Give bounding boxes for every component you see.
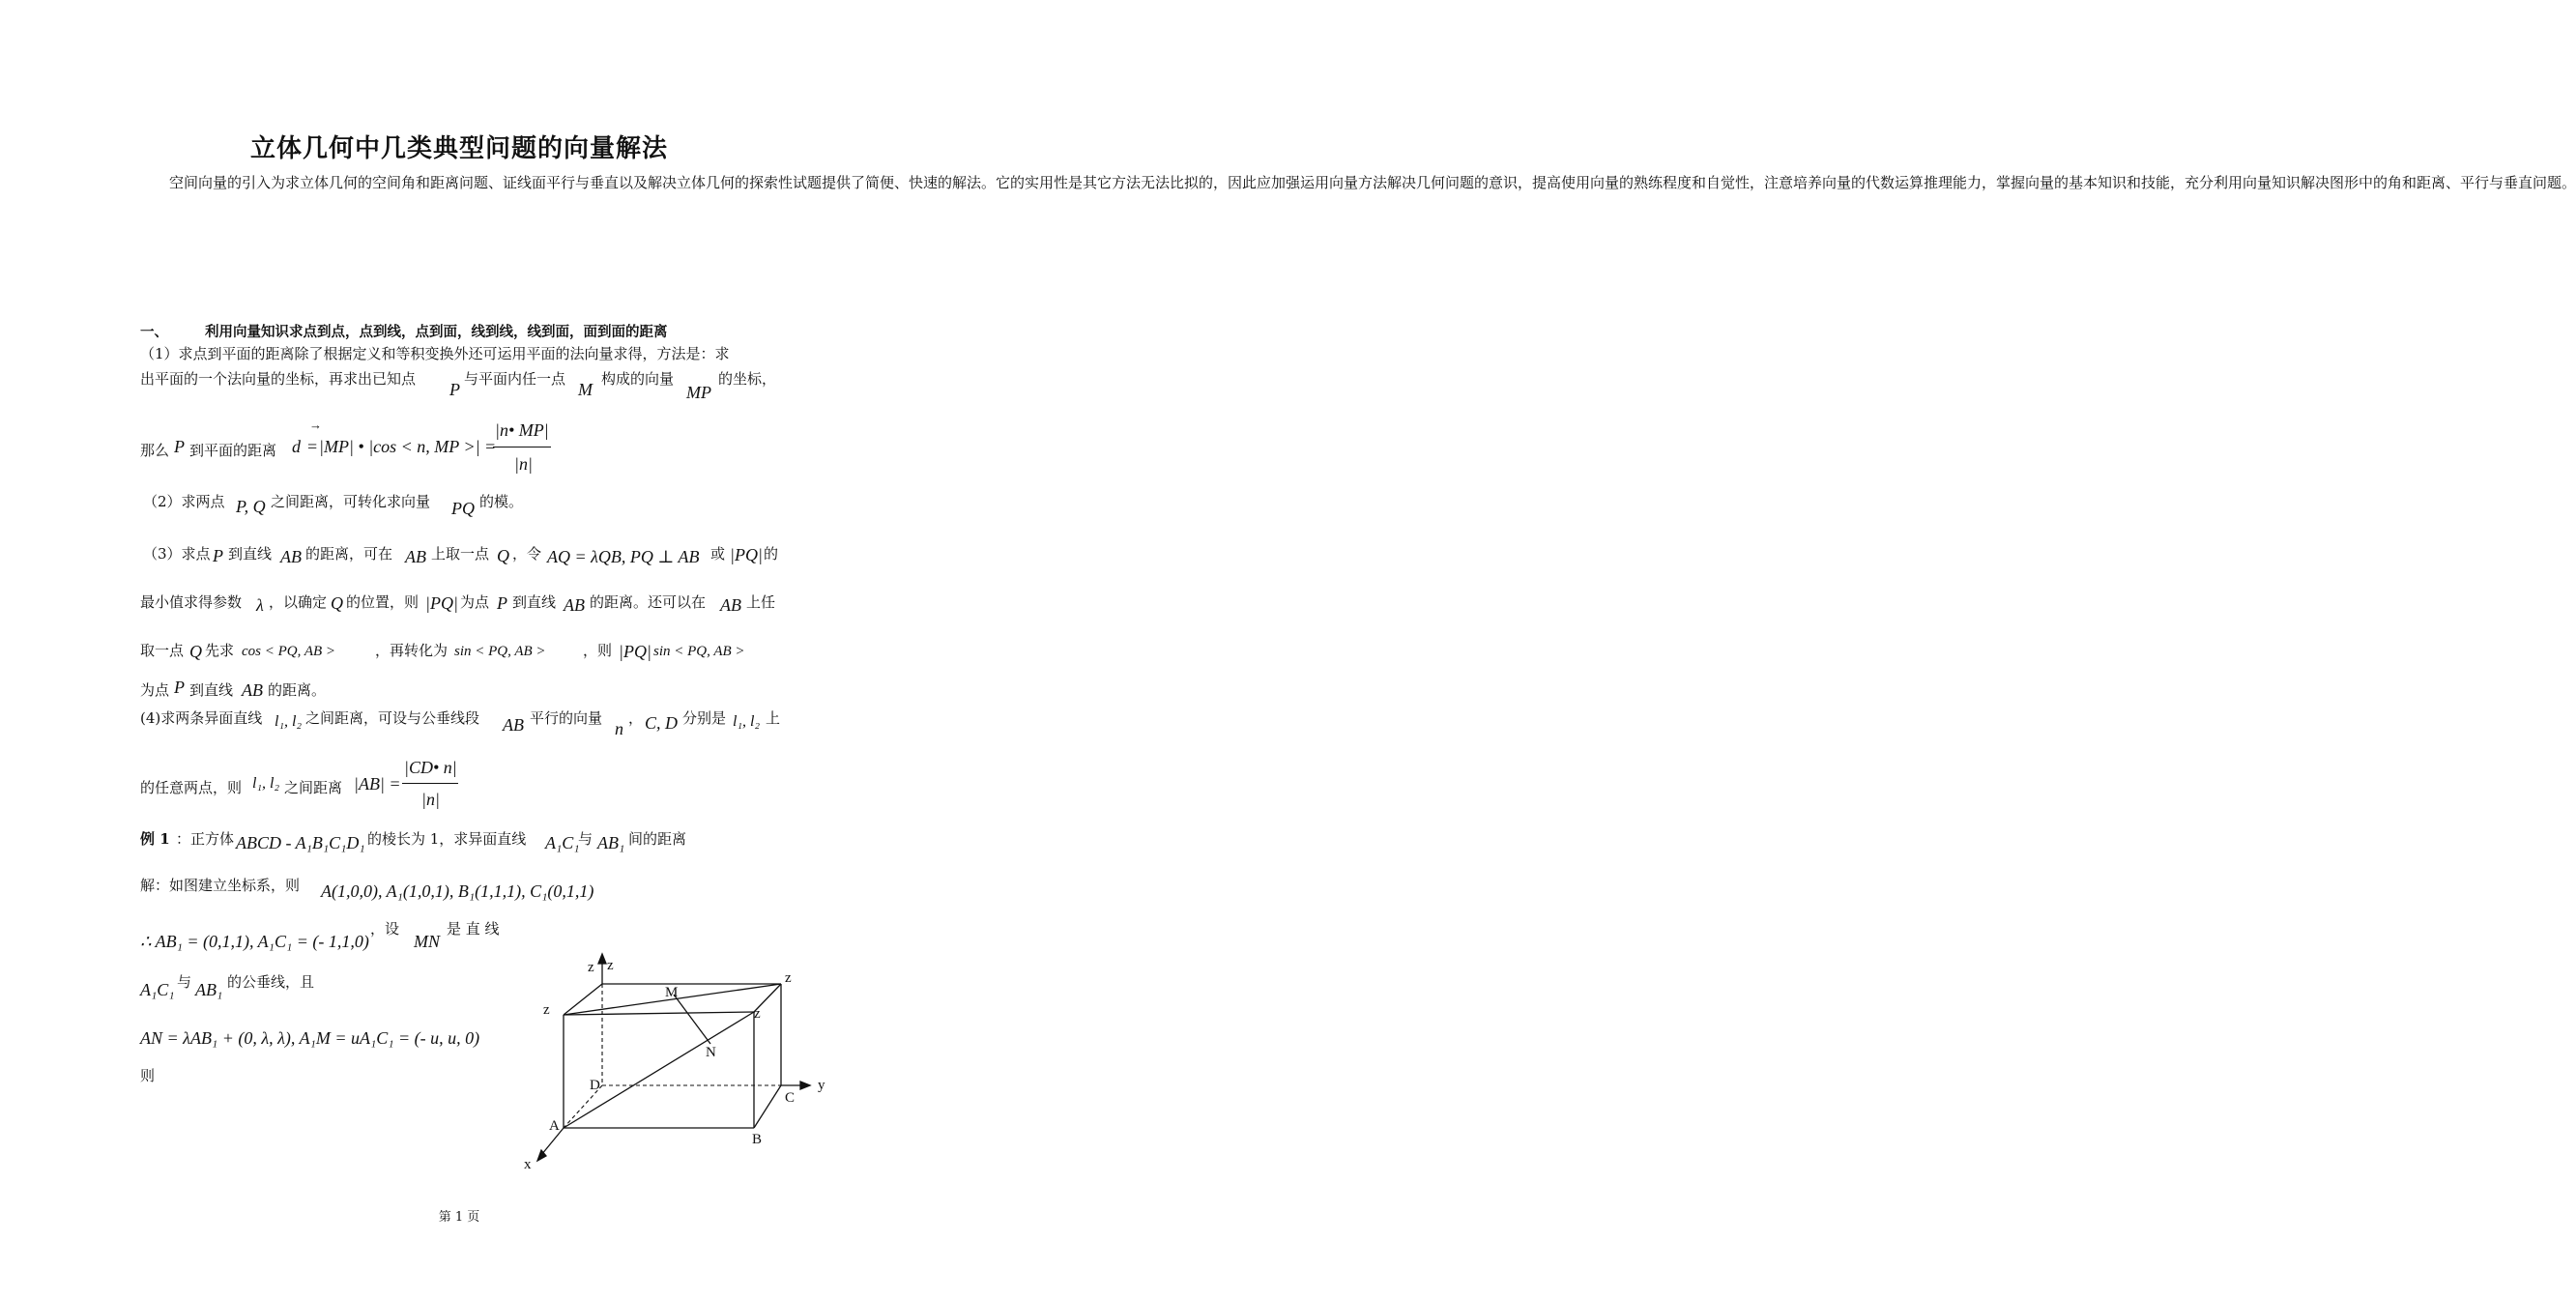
label-z-top: z	[607, 958, 614, 973]
fraction-numerator: |n• MP|	[495, 420, 549, 440]
item4-g: 的任意两点，则	[140, 779, 243, 796]
distance-d: d	[292, 437, 301, 456]
equals-sign: =	[307, 437, 318, 456]
item4-h: 之间距离	[284, 779, 343, 796]
example-d: 间的距离	[628, 830, 687, 848]
item1-line1: （1）求点到平面的距离除了根据定义和等积变换外还可运用平面的法向量求得，方法是：求	[140, 345, 730, 362]
item4-ABabs: |AB| =	[354, 774, 401, 794]
section-number: 一、	[140, 325, 168, 340]
label-C: C	[785, 1090, 796, 1106]
item4-d: ，	[628, 709, 644, 727]
page-title: 立体几何中几类典型问题的向量解法	[249, 134, 668, 163]
item4-l1l2: l₁, l₂	[275, 713, 303, 730]
item3-h: 最小值求得参数	[140, 593, 243, 611]
item4-c: 平行的向量	[530, 709, 603, 727]
item1-line3b: 到平面的距离	[189, 442, 277, 459]
item3-q: ，再转化为	[375, 642, 449, 659]
solution-perp: 的公垂线，且	[227, 973, 315, 991]
point-P-2: P	[174, 437, 185, 456]
item4-AB: AB	[503, 715, 524, 735]
item4-b: 之间距离，可设与公垂线段	[305, 709, 480, 727]
label-N: N	[706, 1045, 716, 1060]
label-x: x	[524, 1157, 532, 1172]
arrow-mark: →	[309, 418, 322, 432]
x-axis-arrow	[537, 1150, 546, 1161]
point-M: M	[578, 380, 593, 399]
item3-P: P	[213, 546, 223, 565]
item3-PQabs-3: |PQ|	[619, 642, 651, 661]
item3-u: 的距离。	[268, 681, 327, 699]
example-A1C1: A₁C₁	[545, 833, 580, 852]
solution-AN-relation: AN = λAB₁ + (0, λ, λ), A₁M = uA₁C₁ = (- u, u, 0)	[140, 1028, 480, 1048]
label-M: M	[665, 985, 679, 1000]
item1-line2d: 的坐标，	[718, 370, 777, 388]
item2-b: 之间距离，可转化求向量	[271, 493, 431, 510]
label-z-front-left: z	[543, 1002, 550, 1018]
item3-cos: cos < PQ, AB >	[242, 644, 336, 659]
item4-e: 分别是	[682, 709, 727, 727]
item4-fraction-num: |CD• n|	[404, 758, 457, 777]
item1-line2c: 构成的向量	[601, 370, 675, 388]
item1-line2b: 与平面内任一点	[464, 370, 566, 388]
item3-AB: AB	[280, 547, 302, 566]
item3-sin-2: sin < PQ, AB >	[653, 644, 745, 659]
item4-l1l2-3: l₁, l₂	[252, 775, 280, 792]
label-z-mid: z	[754, 1006, 761, 1022]
intro-text: 空间向量的引入为求立体几何的空间角和距离问题、证线面平行与垂直以及解决立体几何的探索性试题提供了简便、快速的解法。它的实用性是其它方法无法比拟的，因此应加强运用向量方法解决几何问题的意识，提高使用向量的熟练程度和自觉性，注意培养向量的代数运算推理能力，掌握向量的基本知识和技能，充分利用向量知识解决图形中的角和距离、平行与垂直问题。	[169, 174, 2576, 191]
item3-AB-5: AB	[242, 680, 263, 700]
item4-fraction-bar	[402, 783, 458, 784]
vector-MP: MP	[686, 383, 711, 402]
intro-paragraph	[140, 168, 2576, 199]
item2-c: 的模。	[479, 493, 524, 510]
vector-PQ: PQ	[451, 499, 475, 518]
item3-g: 的	[764, 545, 779, 563]
item4-a: (4)求两条异面直线	[140, 709, 263, 727]
point-P: P	[449, 380, 460, 399]
edge-top-front	[564, 1012, 754, 1015]
item4-f: 上	[766, 709, 781, 727]
item4-fraction-den: |n|	[421, 790, 440, 809]
solution-line: 是 直 线	[447, 920, 500, 938]
fraction-denominator: |n|	[514, 454, 533, 474]
item3-AB-4: AB	[720, 595, 741, 615]
item3-e: ，令	[512, 545, 542, 563]
solution-set: ，设	[370, 920, 400, 938]
label-z-right-top: z	[785, 970, 792, 986]
item1-line3a: 那么	[140, 442, 170, 459]
y-axis-arrow	[800, 1082, 810, 1089]
example-c: 与	[578, 830, 593, 848]
solution-then: 则	[140, 1067, 156, 1084]
item3-Q: Q	[497, 546, 509, 565]
item3-l: 到直线	[512, 593, 557, 611]
item3-P-3: P	[174, 678, 185, 697]
item3-Q-2: Q	[331, 593, 343, 613]
item3-PQabs-2: |PQ|	[425, 593, 458, 613]
item3-b: 到直线	[228, 545, 273, 563]
item3-aq-relation: AQ = λQB, PQ ⊥ AB	[547, 547, 700, 566]
item3-t: 到直线	[189, 681, 234, 699]
item4-n: n	[615, 719, 623, 738]
item3-Q-3: Q	[189, 642, 202, 661]
item3-sin: sin < PQ, AB >	[454, 644, 546, 659]
solution-coords: A(1,0,0), A₁(1,0,1), B₁(1,1,1), C₁(0,1,1)	[321, 881, 594, 901]
diagonal-AB1	[564, 1012, 754, 1128]
page-footer: 第 1 页	[438, 1210, 480, 1225]
item3-a: （3）求点	[143, 545, 211, 563]
example-AB1: AB₁	[597, 833, 625, 852]
solution-A1C1: A₁C₁	[140, 980, 175, 999]
example-a: ：正方体	[176, 830, 235, 848]
section-heading: 利用向量知识求点到点，点到线，点到面，线到线，线到面，面到面的距离	[205, 325, 668, 340]
item3-lambda: λ	[256, 595, 264, 615]
item3-PQabs: |PQ|	[730, 545, 763, 564]
example-b: 的棱长为 1，求异面直线	[367, 830, 527, 848]
item3-n: 上任	[746, 593, 776, 611]
points-PQ: P, Q	[236, 497, 266, 516]
item1-line2a: 出平面的一个法向量的坐标，再求出已知点	[140, 370, 417, 388]
item3-f: 或	[710, 545, 726, 563]
label-B: B	[752, 1132, 763, 1147]
solution-and: 与	[177, 973, 192, 991]
item3-i: ，以确定	[269, 593, 328, 611]
item3-m: 的距离。还可以在	[590, 593, 707, 611]
item3-k: 为点	[460, 593, 490, 611]
item3-P-2: P	[497, 593, 507, 613]
segment-MN	[674, 995, 710, 1044]
label-z-left: z	[588, 960, 594, 975]
solution-intro: 解：如图建立坐标系，则	[140, 877, 301, 894]
item3-j: 的位置，则	[346, 593, 420, 611]
solution-AB1: AB₁	[195, 980, 223, 999]
label-D: D	[590, 1078, 600, 1093]
solution-MN: MN	[414, 932, 440, 951]
item3-p: 先求	[205, 642, 235, 659]
label-y: y	[818, 1078, 825, 1093]
z-axis-arrow	[598, 954, 606, 964]
item3-o: 取一点	[140, 642, 185, 659]
distance-formula: |MP| • |cos < n, MP >| =	[319, 437, 497, 456]
item3-c: 的距离，可在	[305, 545, 393, 563]
item3-AB-3: AB	[564, 595, 585, 615]
item3-r: ，则	[583, 642, 613, 659]
cube-figure	[512, 952, 841, 1174]
item3-d: 上取一点	[431, 545, 490, 563]
solution-vectors: ∴ AB₁ = (0,1,1), A₁C₁ = (- 1,1,0)	[140, 932, 369, 951]
example-cube: ABCD - A₁B₁C₁D₁	[236, 833, 365, 852]
item3-AB-2: AB	[405, 547, 426, 566]
item3-s: 为点	[140, 681, 170, 699]
label-A: A	[549, 1118, 560, 1134]
example-label: 例 1	[140, 830, 170, 848]
item4-CD: C, D	[645, 713, 679, 733]
edge-bottom-right	[754, 1085, 781, 1128]
item4-l1l2-2: l₁, l₂	[733, 713, 761, 730]
item2-a: （2）求两点	[143, 493, 225, 510]
